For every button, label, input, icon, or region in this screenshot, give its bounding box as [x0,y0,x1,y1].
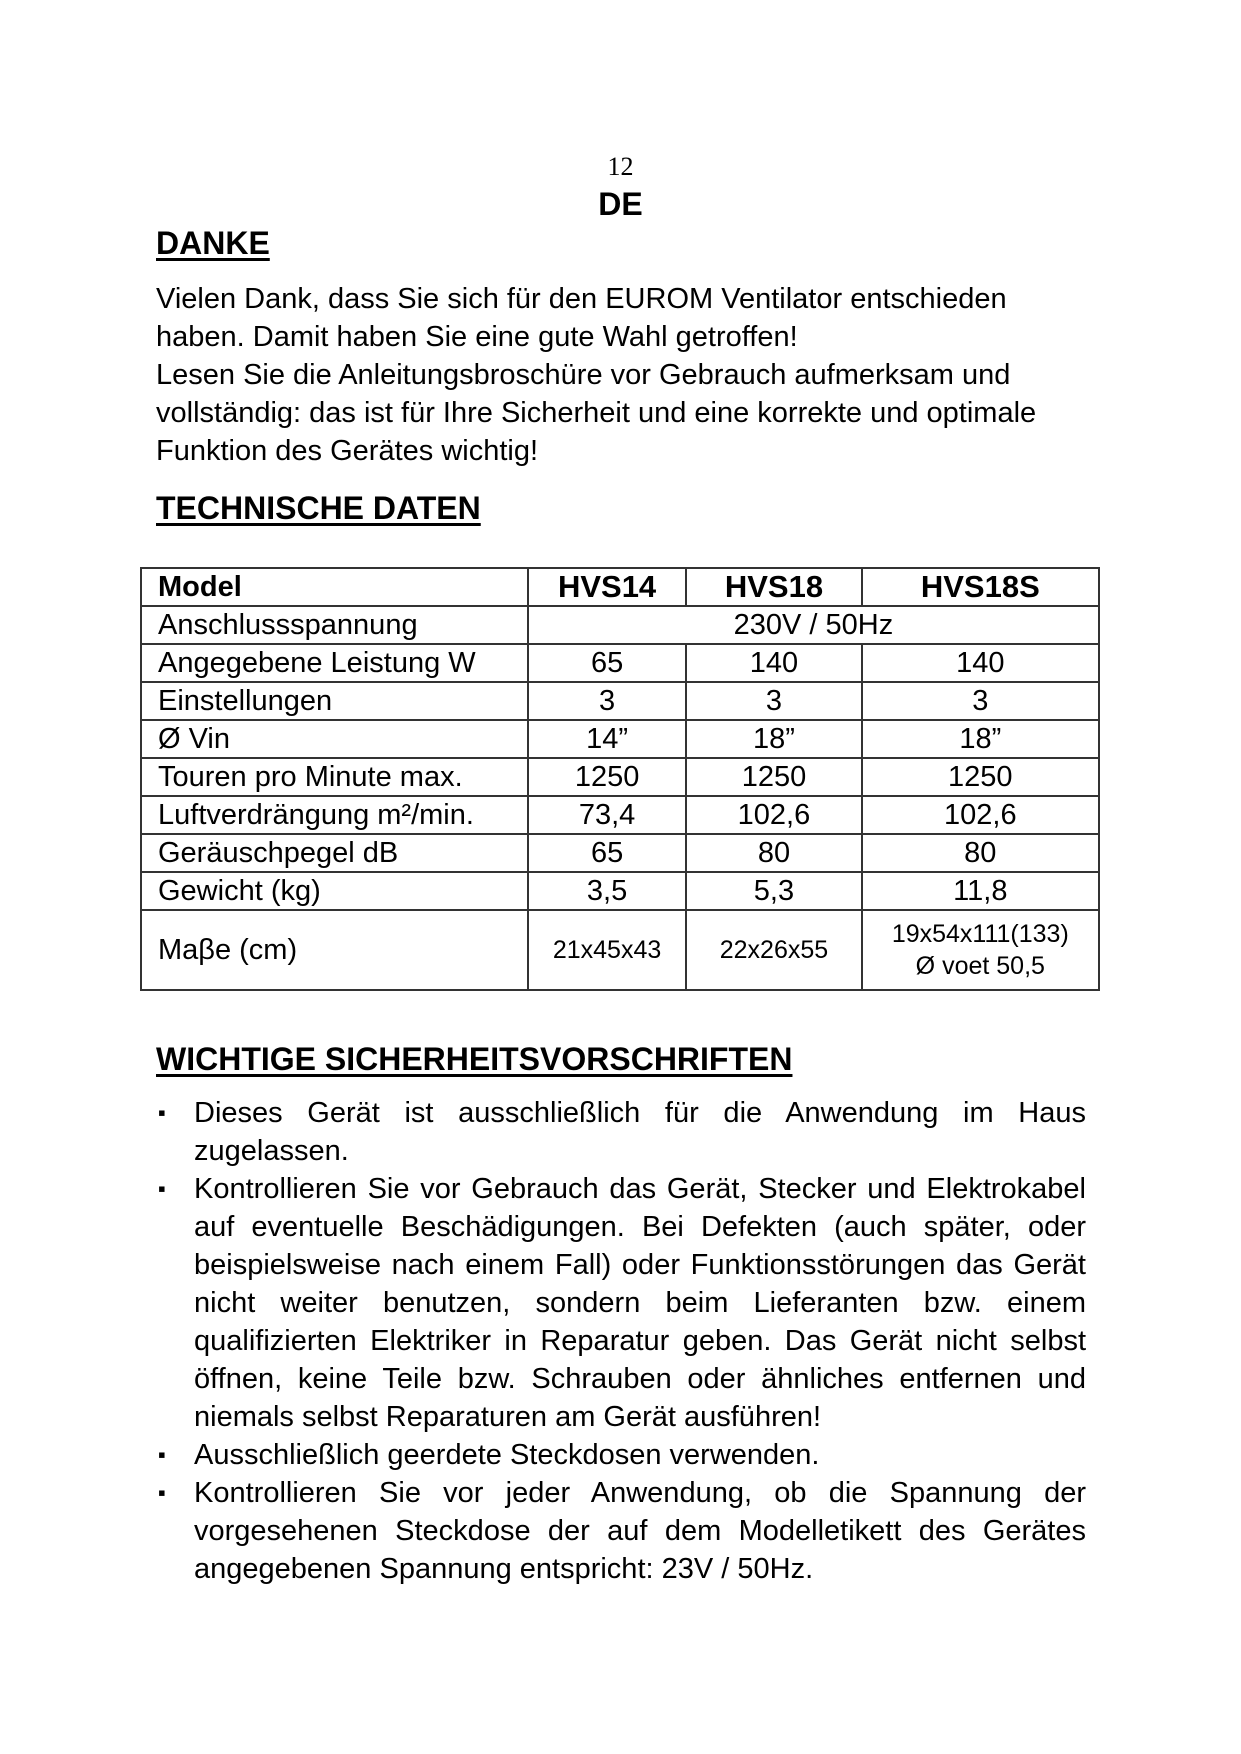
table-row [141,796,1099,834]
row-label: Anschlussspannung [141,606,528,644]
cell-value: 1250 [528,758,686,796]
thanks-heading: DANKE [156,225,270,261]
list-item [156,1094,1086,1170]
table-row-dimensions [141,910,1099,990]
list-item [156,1474,1086,1588]
bullet-icon: ▪ [158,1480,166,1505]
cell-value: 5,3 [686,872,861,910]
cell-value: 102,6 [686,796,861,834]
cell-value: 3 [528,682,686,720]
list-item [156,1170,1086,1436]
cell-value: 1250 [862,758,1099,796]
row-label: Ø Vin [141,720,528,758]
table-row [141,834,1099,872]
dimensions-line-2: Ø voet 50,5 [915,952,1045,980]
cell-value: 140 [686,644,861,682]
table-row [141,682,1099,720]
thanks-text [156,280,1096,470]
row-label: Gewicht (kg) [141,872,528,910]
row-label: Angegebene Leistung W [141,644,528,682]
cell-value: 11,8 [862,872,1099,910]
bullet-icon: ▪ [158,1100,166,1125]
cell-value-multiline [862,910,1099,990]
column-header-model: Model [141,568,528,606]
column-header-hvs14: HVS14 [528,568,686,606]
list-item-text: Kontrollieren Sie vor Gebrauch das Gerät, Stecker und Elektrokabel auf eventuelle Beschädigungen. Bei Defekten (auch später, oder beispielsweise nach einem Fall) oder Funktionsstörungen das Gerät nicht weiter benutzen, sondern beim Lieferanten bzw. einem qualifizierten Elektriker in Reparatur geben. Das Gerät nicht selbst öffnen, keine Teile bzw. Schrauben oder ähnliches entfernen und niemals selbst Reparaturen am Gerät ausführen! [194,1173,1086,1433]
cell-value: 3 [686,682,861,720]
voltage-value: 230V / 50Hz [528,606,1099,644]
bullet-icon: ▪ [158,1176,166,1201]
technical-data-table [140,567,1100,991]
thanks-paragraph-1: Vielen Dank, dass Sie sich für den EUROM Ventilator entschieden haben. Damit haben Sie eine gute Wahl getroffen! [156,283,1007,353]
cell-value: 73,4 [528,796,686,834]
cell-value: 3,5 [528,872,686,910]
list-item-text: Ausschließlich geerdete Steckdosen verwenden. [194,1439,820,1471]
table-row [141,872,1099,910]
cell-value: 65 [528,834,686,872]
cell-value: 65 [528,644,686,682]
list-item-text: Dieses Gerät ist ausschließlich für die Anwendung im Haus zugelassen. [194,1097,1086,1167]
cell-value: 80 [862,834,1099,872]
language-code: DE [598,186,643,222]
cell-value: 80 [686,834,861,872]
row-label: Maβe (cm) [141,910,528,990]
dimensions-line-1: 19x54x111(133) [891,920,1069,948]
list-item-text: Kontrollieren Sie vor jeder Anwendung, ob die Spannung der vorgesehenen Steckdose der auf dem Modelletikett des Gerätes angegebenen Spannung entspricht: 23V / 50Hz. [194,1477,1086,1585]
list-item [156,1436,1086,1474]
row-label: Luftverdrängung m²/min. [141,796,528,834]
column-header-hvs18s: HVS18S [862,568,1099,606]
row-label: Touren pro Minute max. [141,758,528,796]
cell-value: 102,6 [862,796,1099,834]
cell-value: 140 [862,644,1099,682]
cell-value: 14” [528,720,686,758]
table-row [141,644,1099,682]
cell-value: 18” [862,720,1099,758]
row-label: Einstellungen [141,682,528,720]
table-row [141,720,1099,758]
cell-value: 22x26x55 [686,910,861,990]
row-label: Geräuschpegel dB [141,834,528,872]
cell-value: 21x45x43 [528,910,686,990]
page-number: 12 [607,152,634,181]
cell-value: 1250 [686,758,861,796]
technical-data-heading: TECHNISCHE DATEN [156,490,481,526]
table-row [141,758,1099,796]
column-header-hvs18: HVS18 [686,568,861,606]
bullet-icon: ▪ [158,1442,166,1467]
thanks-paragraph-2: Lesen Sie die Anleitungsbroschüre vor Gebrauch aufmerksam und vollständig: das ist für Ihre Sicherheit und eine korrekte und optimale Funktion des Gerätes wichtig! [156,359,1037,467]
safety-heading: WICHTIGE SICHERHEITSVORSCHRIFTEN [156,1041,793,1077]
cell-value: 3 [862,682,1099,720]
cell-value: 18” [686,720,861,758]
safety-list [156,1094,1086,1588]
table-header-row [141,568,1099,606]
table-row-voltage [141,606,1099,644]
